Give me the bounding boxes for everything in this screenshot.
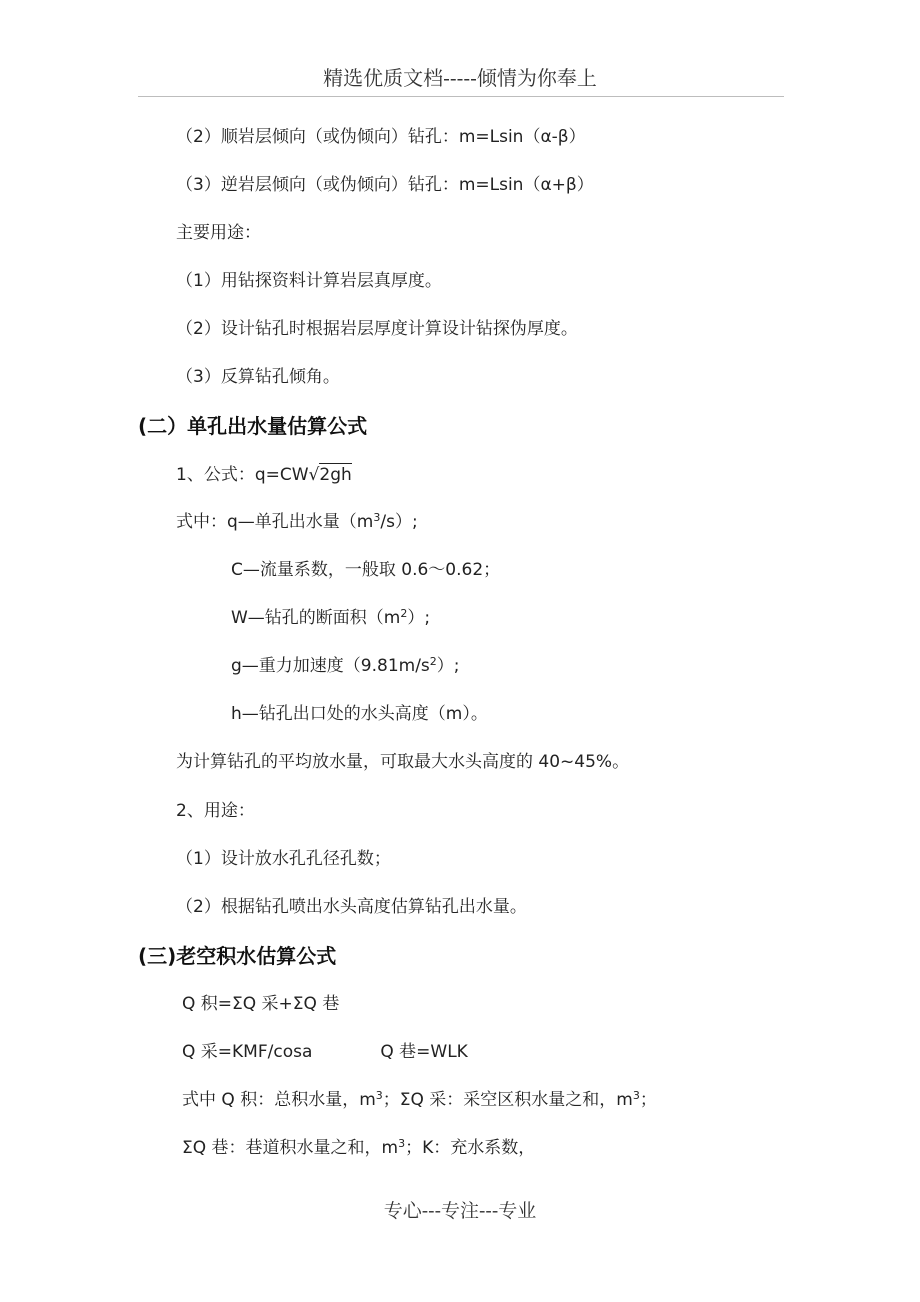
header-divider [138,96,784,97]
definition-total [182,1089,657,1111]
definition-q [176,511,418,533]
definition-q-text: 式中：q—单孔出水量（m [176,512,374,532]
definition-goaf-text: ；ΣQ 采：采空区积水量之和，m [382,1090,633,1110]
uses-title: 2、用途： [176,801,255,821]
formula-line-updip: （3）逆岩层倾向（或伪倾向）钻孔：m=Lsin（α+β） [176,175,594,195]
formula-q-radicand: 2gh [319,465,352,485]
definition-c: C—流量系数，一般取 0.6～0.62； [231,560,501,580]
definition-g [231,655,460,677]
use-item-1: （1）用钻探资料计算岩层真厚度。 [176,271,442,291]
superscript: 3 [375,1089,383,1102]
section-heading-single-hole: (二）单孔出水量估算公式 [138,414,368,438]
formula-line-downdip: （2）顺岩层倾向（或伪倾向）钻孔：m=Lsin（α-β） [176,127,586,147]
definition-roadway-text: ΣQ 巷：巷道积水量之和，m [182,1138,399,1158]
use-item-2: （2）设计钻孔时根据岩层厚度计算设计钻探伪厚度。 [176,319,578,339]
superscript: 2 [429,655,437,668]
equation-total: Q 积=ΣQ 采+ΣQ 巷 [182,994,340,1014]
definition-w [231,607,430,629]
equation-components [182,1041,468,1063]
page-header: 精选优质文档-----倾情为你奉上 [323,66,597,90]
definition-g-tail: ）; [436,656,460,676]
equation-roadway: Q 巷=WLK [380,1042,468,1062]
definition-g-text: g—重力加速度（9.81m/s [231,656,430,676]
use-item-3: （3）反算钻孔倾角。 [176,367,340,387]
page-footer: 专心---专注---专业 [383,1200,537,1222]
definition-w-tail: ）; [407,608,431,628]
formula-q [176,463,352,486]
formula-q-prefix: 1、公式：q=CW√ [176,465,320,485]
section-heading-old-goaf: (三)老空积水估算公式 [138,944,337,968]
equation-goaf: Q 采=KMF/cosa [182,1042,313,1062]
superscript: 3 [632,1089,640,1102]
definition-k-text: ；K：充水系数， [405,1138,536,1158]
definition-total-text: 式中 Q 积：总积水量，m [182,1090,376,1110]
superscript: 2 [400,607,408,620]
average-note: 为计算钻孔的平均放水量，可取最大水头高度的 40~45%。 [176,752,630,772]
use-item-2: （2）根据钻孔喷出水头高度估算钻孔出水量。 [176,897,527,917]
superscript: 3 [373,511,381,524]
definition-tail: ； [639,1090,657,1110]
definition-roadway [182,1137,535,1159]
definition-q-unit-tail: /s）; [380,512,418,532]
use-item-1: （1）设计放水孔孔径孔数； [176,849,391,869]
main-uses-title: 主要用途： [176,223,261,243]
superscript: 3 [398,1137,406,1150]
definition-w-text: W—钻孔的断面积（m [231,608,401,628]
definition-h: h—钻孔出口处的水头高度（m）。 [231,704,488,724]
